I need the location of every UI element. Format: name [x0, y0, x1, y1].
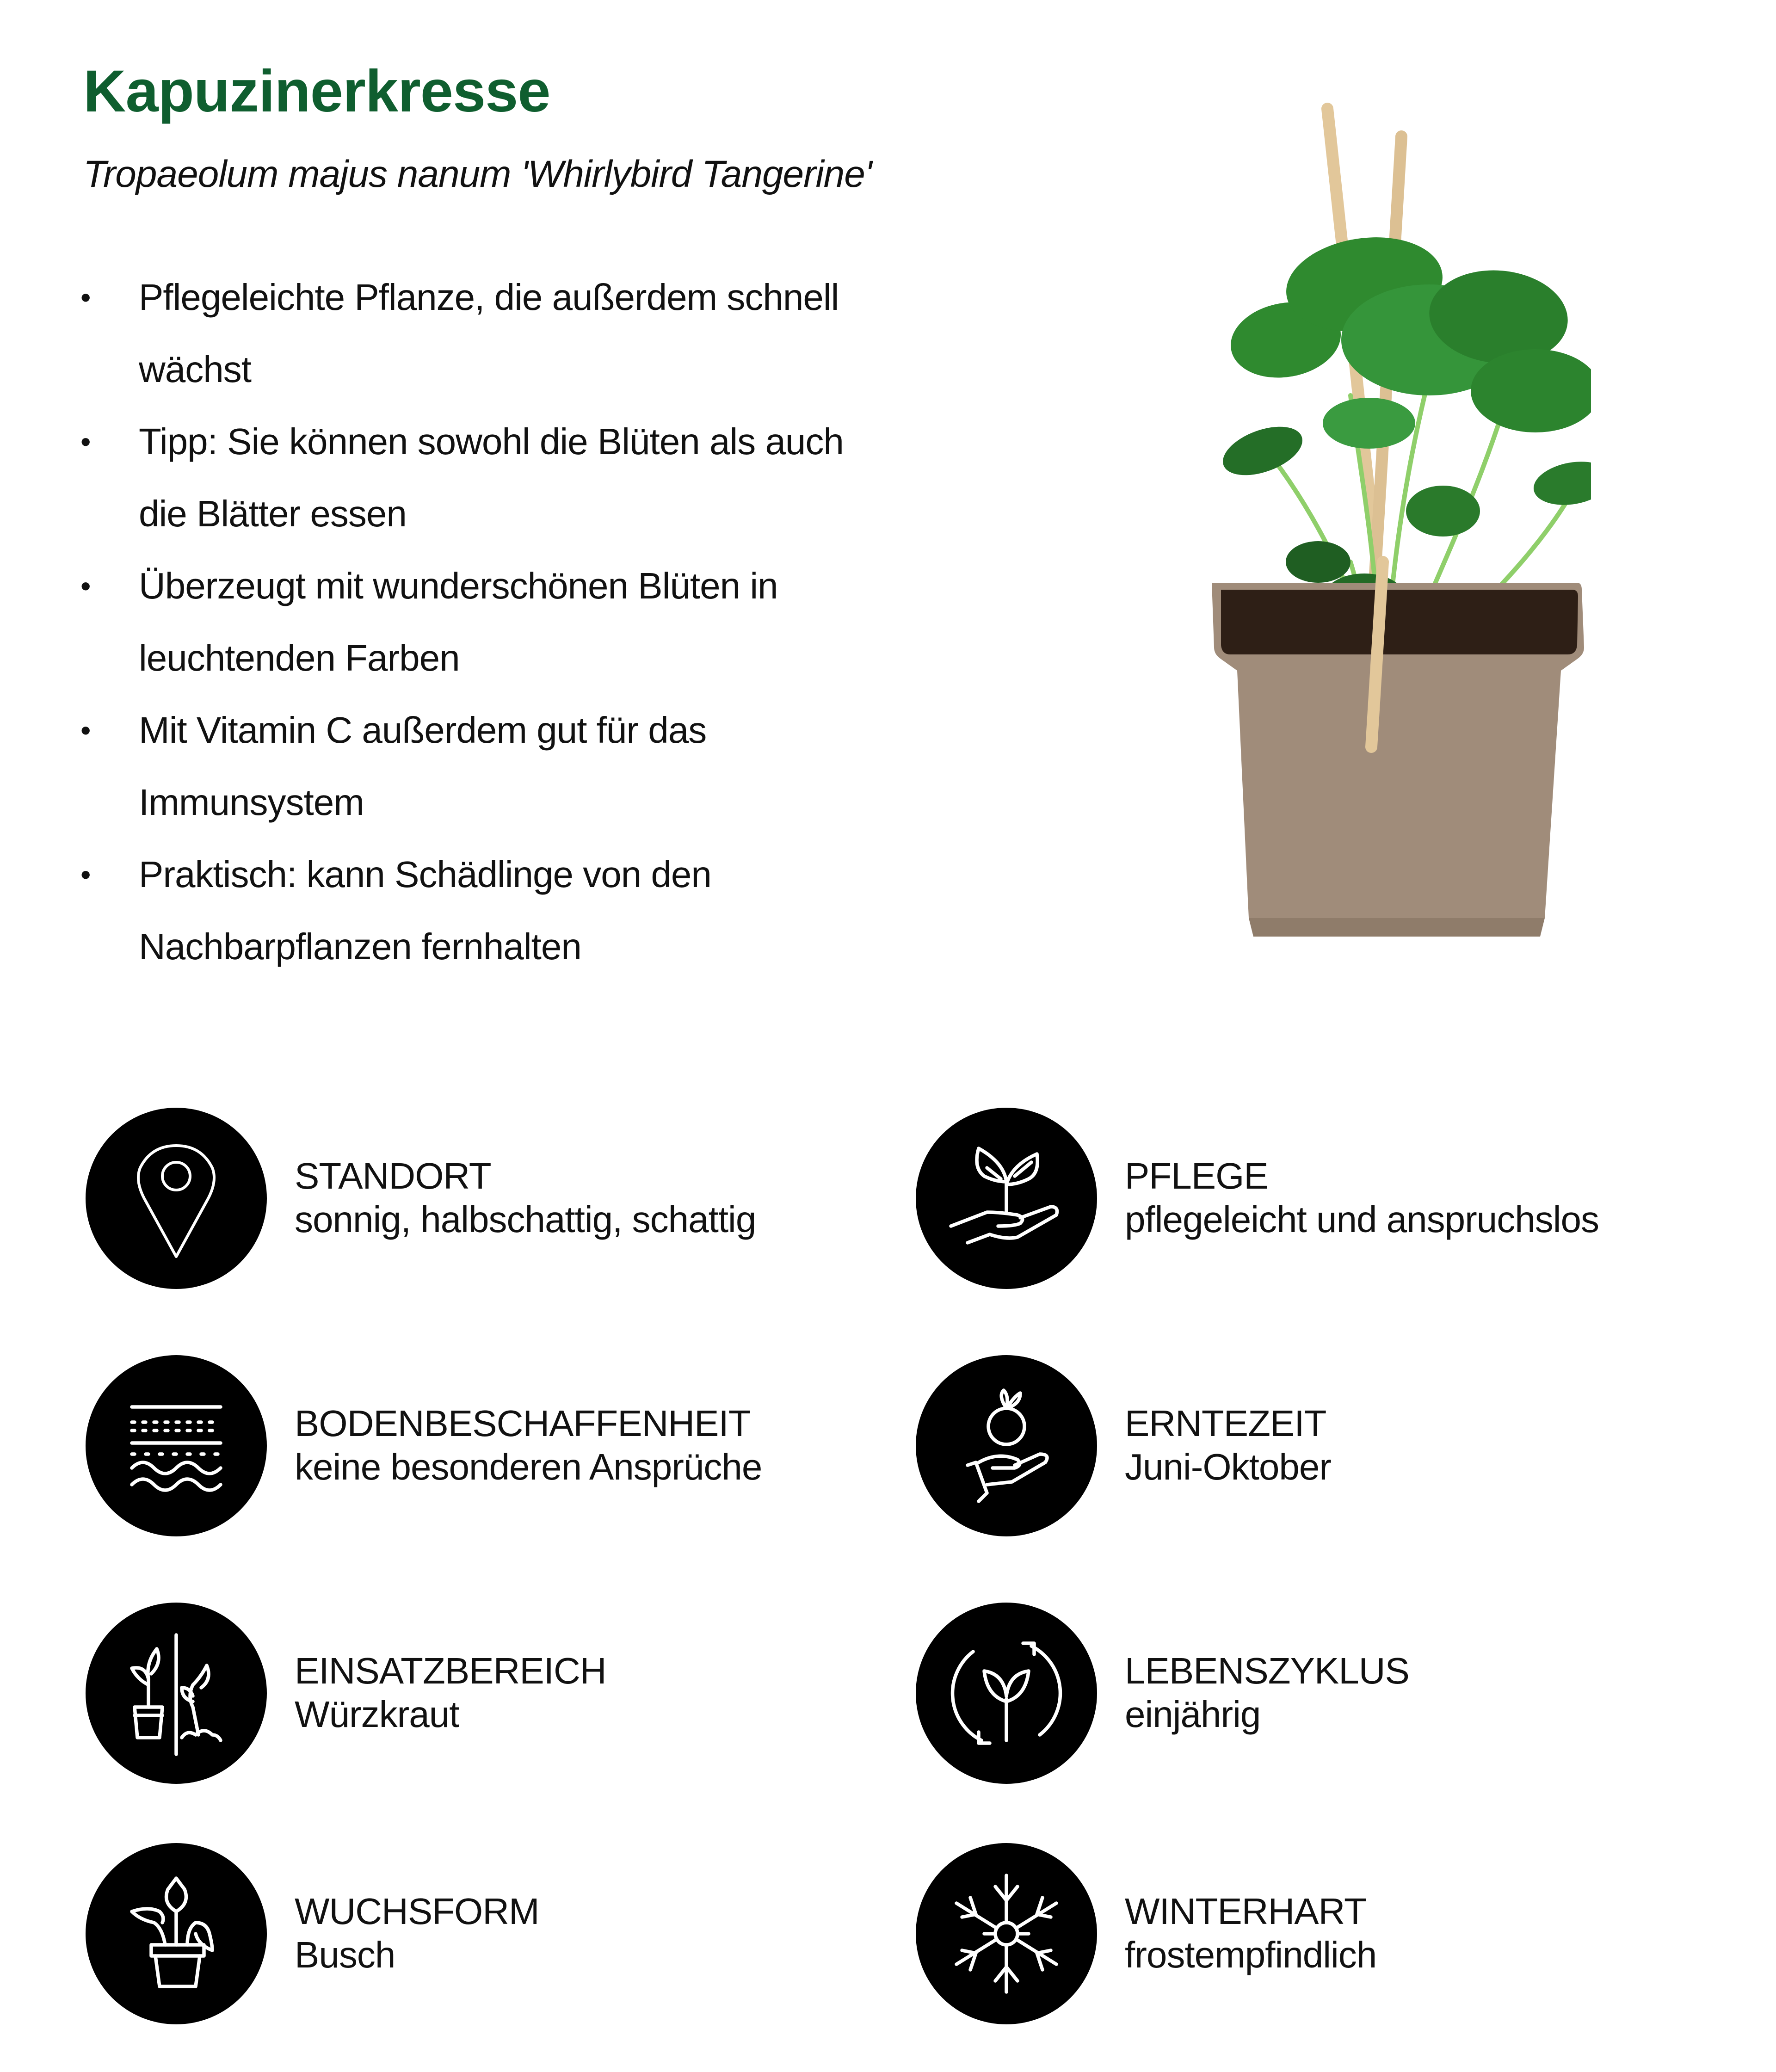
feature-item: [80, 406, 870, 550]
potted-plant-photo: [1212, 99, 1591, 946]
snowflake-icon: [916, 1843, 1097, 2024]
product-title: Kapuzinerkresse: [83, 58, 550, 124]
bullet-icon: •: [80, 281, 91, 314]
feature-text: Überzeugt mit wunderschönen Blüten in leuchtenden Farben: [139, 565, 778, 678]
attribute-value: Würzkraut: [295, 1694, 459, 1735]
attribute-value: pflegeleicht und anspruchslos: [1125, 1199, 1599, 1240]
attribute-label: BODENBESCHAFFENHEIT: [295, 1403, 751, 1444]
bullet-icon: •: [80, 858, 91, 891]
bullet-icon: •: [80, 425, 91, 458]
attribute-einsatzbereich: [86, 1603, 606, 1784]
attribute-pflege: [916, 1108, 1599, 1289]
pot-and-garden-icon: [86, 1603, 267, 1784]
feature-item: [80, 839, 870, 983]
attribute-label: STANDORT: [295, 1155, 491, 1196]
life-cycle-icon: [916, 1603, 1097, 1784]
attribute-label: WUCHSFORM: [295, 1891, 539, 1932]
attribute-bodenbeschaffenheit: [86, 1355, 762, 1536]
attribute-label: LEBENSZYKLUS: [1125, 1650, 1409, 1691]
attribute-value: keine besonderen Ansprüche: [295, 1446, 762, 1487]
feature-item: [80, 694, 870, 839]
attribute-value: Juni-Oktober: [1125, 1446, 1331, 1487]
soil-layers-icon: [86, 1355, 267, 1536]
feature-text: Tipp: Sie können sowohl die Blüten als auch die Blätter essen: [139, 421, 844, 534]
feature-list: [80, 261, 870, 983]
attribute-value: einjährig: [1125, 1694, 1261, 1735]
attribute-value: sonnig, halbschattig, schattig: [295, 1199, 756, 1240]
attribute-label: ERNTEZEIT: [1125, 1403, 1326, 1444]
attribute-label: PFLEGE: [1125, 1155, 1268, 1196]
attribute-erntezeit: [916, 1355, 1331, 1536]
bullet-icon: •: [80, 569, 91, 603]
hand-fruit-icon: [916, 1355, 1097, 1536]
attribute-standort: [86, 1108, 756, 1289]
location-pin-icon: [86, 1108, 267, 1289]
feature-item: [80, 261, 870, 406]
bullet-icon: •: [80, 714, 91, 747]
attribute-value: frostempfindlich: [1125, 1934, 1377, 1975]
attribute-wuchsform: [86, 1843, 539, 2024]
hand-seedling-icon: [916, 1108, 1097, 1289]
feature-text: Praktisch: kann Schädlinge von den Nachbarpflanzen fernhalten: [139, 854, 711, 967]
botanical-name: Tropaeolum majus nanum 'Whirlybird Tangerine': [83, 153, 872, 195]
feature-item: [80, 550, 870, 694]
attribute-lebenszyklus: [916, 1603, 1409, 1784]
feature-text: Pflegeleichte Pflanze, die außerdem schnell wächst: [139, 277, 839, 390]
attribute-winterhart: [916, 1843, 1376, 2024]
attribute-label: EINSATZBEREICH: [295, 1650, 606, 1691]
attribute-label: WINTERHART: [1125, 1891, 1366, 1932]
product-image: [1212, 99, 1591, 946]
feature-text: Mit Vitamin C außerdem gut für das Immunsystem: [139, 709, 707, 823]
attribute-value: Busch: [295, 1934, 395, 1975]
potted-plant-icon: [86, 1843, 267, 2024]
